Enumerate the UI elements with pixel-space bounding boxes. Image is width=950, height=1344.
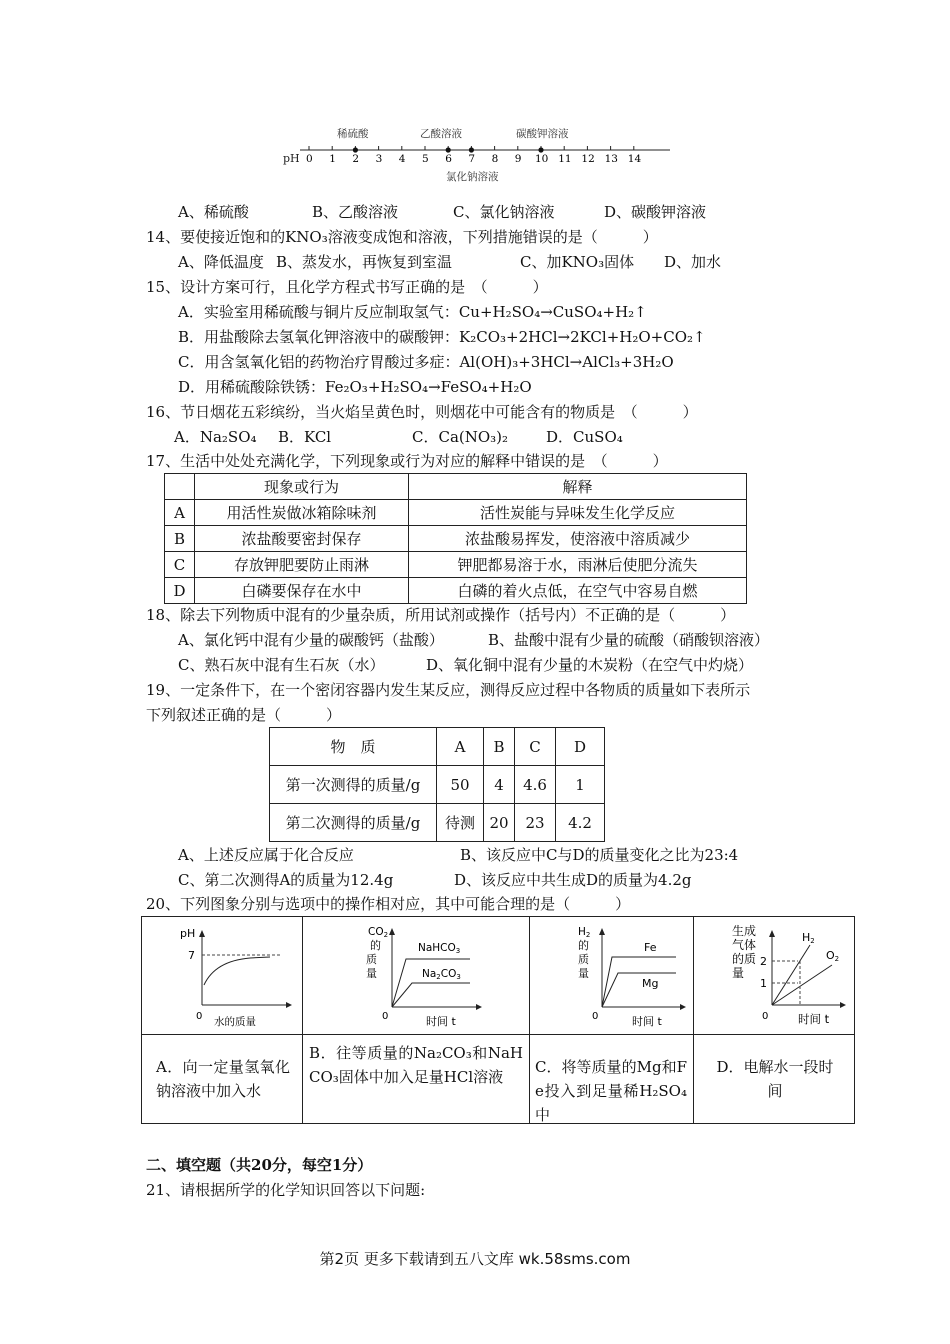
graph-a-ymark: 7 <box>188 949 195 962</box>
graph-c-ylabel-2: 的 <box>578 939 589 952</box>
ph-tick-label: 14 <box>627 153 642 165</box>
graph-b-ylabel-1: CO2 <box>368 926 389 939</box>
graph-c-line-mg <box>602 973 676 1007</box>
q19-option-c: C、第二次测得A的质量为12.4g <box>178 871 394 889</box>
graph-d-ylabel-2: 气体 <box>732 938 757 952</box>
q18-option-a: A、氯化钙中混有少量的碳酸钙（盐酸） <box>178 631 444 649</box>
graph-c-origin: 0 <box>592 1011 599 1022</box>
q20-caption-a: A．向一定量氢氧化钠溶液中加入水 <box>156 1058 290 1100</box>
graph-b-line-na2co3 <box>392 983 470 1007</box>
ph-tick-label: 13 <box>604 153 618 165</box>
graph-d-series-o2: O2 <box>826 949 840 963</box>
q13-option-b: B、乙酸溶液 <box>312 203 399 221</box>
q14-option-c: C、加KNO₃固体 <box>520 253 635 271</box>
graph-b-ylabel-2: 的 <box>370 939 381 952</box>
q17-cell: 浓盐酸易挥发，使溶液中溶质减少 <box>409 526 747 552</box>
graph-d-ylabel-3: 的质 <box>732 952 757 966</box>
ph-marker-dot <box>538 147 543 152</box>
q16-option-c: C．Ca(NO₃)₂ <box>412 428 509 446</box>
ph-tick-label: 9 <box>514 153 522 165</box>
q15-option-d: D．用稀硫酸除铁锈：Fe₂O₃+H₂SO₄→FeSO₄+H₂O <box>178 378 532 396</box>
q17-stem: 17、生活中处处充满化学，下列现象或行为对应的解释中错误的是 （ ） <box>146 452 668 470</box>
q15-option-c: C．用含氢氧化铝的药物治疗胃酸过多症：Al(OH)₃+3HCl→AlCl₃+3H₂O <box>178 353 674 371</box>
graph-b-xlabel: 时间 t <box>426 1015 456 1028</box>
graph-d-xlabel: 时间 t <box>798 1012 830 1026</box>
q20-caption-c: C．将等质量的Mg和Fe投入到足量稀H₂SO₄中 <box>535 1058 687 1124</box>
q19-header-cell: 物 质 <box>270 728 437 766</box>
q17-cell: D <box>165 578 195 604</box>
ph-tick-label: 8 <box>491 153 499 165</box>
graph-b-ylabel-3: 质 <box>366 953 377 966</box>
ph-tick-label: 1 <box>329 153 336 165</box>
page-footer: 第2页 更多下载请到五八文库 wk.58sms.com <box>319 1250 631 1268</box>
graph-d <box>728 919 854 1033</box>
q17-cell: 用活性炭做冰箱除味剂 <box>195 500 409 526</box>
q18-stem: 18、除去下列物质中混有的少量杂质，所用试剂或操作（括号内）不正确的是（ ） <box>146 606 736 624</box>
q14-option-b: B、蒸发水，再恢复到室温 <box>276 253 453 271</box>
graph-c-ylabel-4: 量 <box>578 967 589 980</box>
graph-a-xlabel: 水的质量 <box>214 1016 256 1028</box>
q17-header-cell <box>165 474 195 500</box>
graph-d-ymark-1: 1 <box>760 977 767 990</box>
ph-tick-label: 10 <box>535 153 549 165</box>
graph-b <box>362 921 502 1033</box>
graph-c-xlabel: 时间 t <box>632 1015 662 1028</box>
q18-option-b: B、盐酸中混有少量的硫酸（硝酸钡溶液） <box>488 631 770 649</box>
ph-tick-label: 12 <box>581 153 595 165</box>
q17-table <box>164 473 747 604</box>
graph-c-line-fe <box>602 957 676 1007</box>
q19-cell: 4.6 <box>515 766 556 804</box>
graph-a <box>170 925 298 1029</box>
q19-header-cell: A <box>437 728 484 766</box>
q19-table <box>269 727 605 842</box>
q21-stem: 21、请根据所学的化学知识回答以下问题: <box>146 1181 426 1199</box>
graph-c-ylabel-1: H2 <box>578 926 591 939</box>
graph-c-ylabel-3: 质 <box>578 953 589 966</box>
q19-cell: 23 <box>515 804 556 842</box>
q17-cell: A <box>165 500 195 526</box>
q20-stem: 20、下列图象分别与选项中的操作相对应，其中可能合理的是（ ） <box>146 895 631 913</box>
ph-scale-figure <box>280 122 675 184</box>
q17-cell: 钾肥都易溶于水，雨淋后使肥分流失 <box>409 552 747 578</box>
q17-cell: C <box>165 552 195 578</box>
q17-cell: 浓盐酸要密封保存 <box>195 526 409 552</box>
q14-option-a: A、降低温度 <box>178 253 264 271</box>
ph-tick-label: 5 <box>422 153 429 165</box>
q17-cell: B <box>165 526 195 552</box>
q19-cell: 待测 <box>437 804 484 842</box>
ph-tick-label: 11 <box>558 153 572 165</box>
ph-marker-dot <box>353 147 358 152</box>
graph-d-origin: 0 <box>762 1011 769 1022</box>
ph-ticks <box>306 146 641 165</box>
graph-b-series-2: Na2CO3 <box>422 968 461 981</box>
ph-axis-label: pH <box>283 152 300 165</box>
q19-cell: 4.2 <box>556 804 605 842</box>
q14-stem: 14、要使接近饱和的KNO₃溶液变成饱和溶液，下列措施错误的是（ ） <box>146 228 658 246</box>
q19-option-b: B、该反应中C与D的质量变化之比为23:4 <box>460 846 739 864</box>
graph-d-ylabel-1: 生成 <box>732 924 757 938</box>
q19-cell: 50 <box>437 766 484 804</box>
q16-option-a: A．Na₂SO₄ <box>174 428 257 446</box>
section2-title: 二、填空题（共20分，每空1分） <box>146 1156 373 1174</box>
ph-tick-label: 3 <box>375 153 383 165</box>
graph-b-origin: 0 <box>382 1011 389 1022</box>
ph-marker-dot <box>446 147 451 152</box>
q18-option-d: D、氧化铜中混有少量的木炭粉（在空气中灼烧） <box>426 656 754 674</box>
ph-marker-label: 碳酸钾溶液 <box>516 128 569 140</box>
q16-option-d: D．CuSO₄ <box>546 428 623 446</box>
graph-d-ymark-2: 2 <box>760 955 767 968</box>
q19-header-cell: C <box>515 728 556 766</box>
q17-cell: 白磷要保存在水中 <box>195 578 409 604</box>
q20-caption-d: D．电解水一段时间 <box>716 1058 834 1100</box>
q19-option-a: A、上述反应属于化合反应 <box>178 846 354 864</box>
q15-option-b: B．用盐酸除去氢氧化钾溶液中的碳酸钾：K₂CO₃+2HCl→2KCl+H₂O+CO₂↑ <box>178 328 706 346</box>
graph-d-line-o2 <box>772 965 832 1005</box>
ph-tick-label: 4 <box>398 153 406 165</box>
graph-d-line-h2 <box>772 945 810 1005</box>
q13-option-a: A、稀硫酸 <box>178 203 249 221</box>
q19-cell: 1 <box>556 766 605 804</box>
graph-c <box>572 921 692 1033</box>
q17-header-cell: 现象或行为 <box>195 474 409 500</box>
q13-option-c: C、氯化钠溶液 <box>453 203 555 221</box>
q16-option-b: B．KCl <box>278 428 332 446</box>
ph-marker-dot <box>469 147 474 152</box>
q19-cell: 20 <box>484 804 515 842</box>
q19-stem-line2: 下列叙述正确的是（ ） <box>146 706 342 724</box>
q19-header-cell: D <box>556 728 605 766</box>
ph-tick-label: 2 <box>352 153 360 165</box>
graph-c-series-1: Fe <box>644 941 657 954</box>
graph-d-ylabel-4: 量 <box>732 966 745 980</box>
graph-a-origin: 0 <box>196 1011 203 1022</box>
q19-header-cell: B <box>484 728 515 766</box>
q18-option-c: C、熟石灰中混有生石灰（水） <box>178 656 385 674</box>
q17-cell: 白磷的着火点低，在空气中容易自燃 <box>409 578 747 604</box>
ph-marker-label: 乙酸溶液 <box>420 128 462 140</box>
graph-a-curve <box>204 957 270 985</box>
q13-option-d: D、碳酸钾溶液 <box>604 203 707 221</box>
q20-caption-b: B．往等质量的Na₂CO₃和NaHCO₃固体中加入足量HCl溶液 <box>309 1044 523 1086</box>
q19-option-d: D、该反应中共生成D的质量为4.2g <box>454 871 692 889</box>
q17-cell: 存放钾肥要防止雨淋 <box>195 552 409 578</box>
q19-cell: 第二次测得的质量/g <box>270 804 437 842</box>
ph-marker-label: 稀硫酸 <box>337 128 369 140</box>
ph-marker-label: 氯化钠溶液 <box>446 171 499 183</box>
q14-option-d: D、加水 <box>664 253 722 271</box>
q15-option-a: A．实验室用稀硫酸与铜片反应制取氢气：Cu+H₂SO₄→CuSO₄+H₂↑ <box>178 303 647 321</box>
q17-cell: 活性炭能与异味发生化学反应 <box>409 500 747 526</box>
graph-b-ylabel-4: 量 <box>366 967 377 980</box>
q17-header-cell: 解释 <box>409 474 747 500</box>
ph-tick-label: 7 <box>468 153 476 165</box>
graph-b-series-1: NaHCO3 <box>418 942 461 955</box>
q19-cell: 第一次测得的质量/g <box>270 766 437 804</box>
q19-cell: 4 <box>484 766 515 804</box>
graph-c-series-2: Mg <box>642 977 659 990</box>
q15-stem: 15、设计方案可行，且化学方程式书写正确的是 （ ） <box>146 278 548 296</box>
q20-grid <box>141 916 855 1124</box>
ph-tick-label: 0 <box>306 153 313 165</box>
ph-tick-label: 6 <box>445 153 452 165</box>
q16-stem: 16、节日烟花五彩缤纷，当火焰呈黄色时，则烟花中可能含有的物质是 （ ） <box>146 403 698 421</box>
graph-d-series-h2: H2 <box>802 931 815 945</box>
q19-stem-line1: 19、一定条件下，在一个密闭容器内发生某反应，测得反应过程中各物质的质量如下表所示 <box>146 681 751 699</box>
graph-a-ylabel: pH <box>180 927 196 940</box>
